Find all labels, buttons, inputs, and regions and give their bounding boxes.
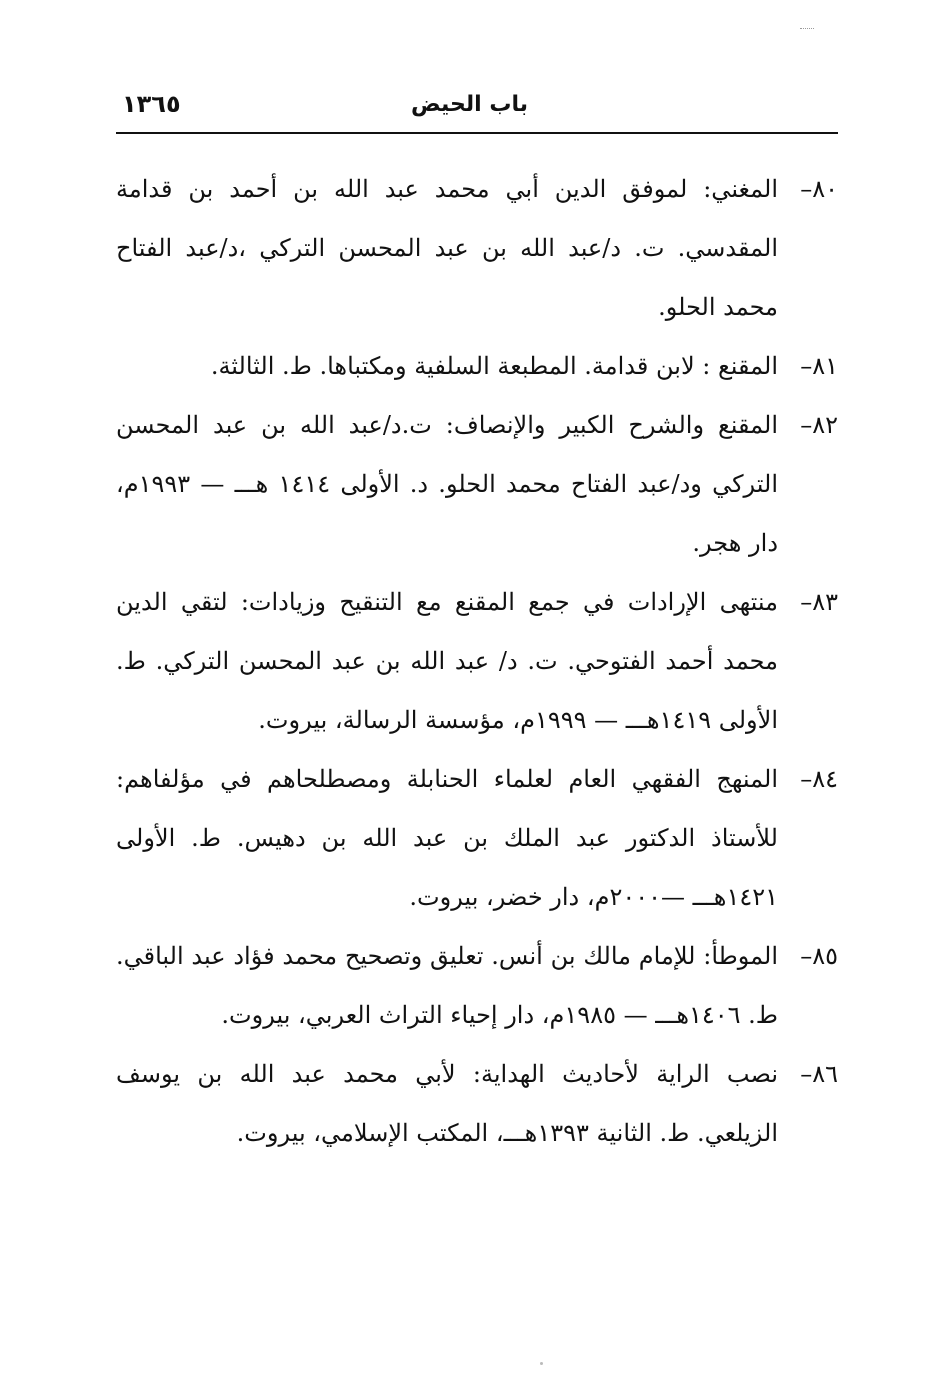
entry-number: ٨٣ – xyxy=(780,573,838,632)
entry-text: المغني: لموفق الدين أبي محمد عبد الله بن أحمد بن قدامة المقدسي. ت. د/عبد الله بن عبد المحسن التركي ،د/عبد الفتاح محمد الحلو. xyxy=(116,175,778,321)
entry-text: المقنع والشرح الكبير والإنصاف: ت.د/عبد الله بن عبد المحسن التركي ود/عبد الفتاح محمد الحلو. د. الأولى ١٤١٤ هـــ — ١٩٩٣م، دار هجر. xyxy=(116,411,778,557)
entry-number: ٨٢ – xyxy=(780,396,838,455)
bibliography-entry-82 xyxy=(116,396,838,573)
entry-number: ٨٦ – xyxy=(780,1045,838,1104)
page-number: ١٣٦٥ xyxy=(122,90,181,118)
entry-number: ٨٤ – xyxy=(780,750,838,809)
bibliography-entry-86 xyxy=(116,1045,838,1163)
entry-number: ٨٥ – xyxy=(780,927,838,986)
bibliography-entry-84 xyxy=(116,750,838,927)
page-speck xyxy=(800,28,814,30)
entry-number: ٨١ – xyxy=(780,337,838,396)
bibliography-entry-80 xyxy=(116,160,838,337)
page-header xyxy=(116,88,838,134)
bibliography-entry-85 xyxy=(116,927,838,1045)
entry-text: المنهج الفقهي العام لعلماء الحنابلة ومصطلحاهم في مؤلفاهم: للأستاذ الدكتور عبد الملك بن عبد الله بن دهيس. ط. الأولى ١٤٢١هـــ —٢٠٠٠م، دار خضر، بيروت. xyxy=(116,765,778,911)
entry-text: المقنع : لابن قدامة. المطبعة السلفية ومكتباها. ط. الثالثة. xyxy=(210,352,778,380)
entry-text: الموطأ: للإمام مالك بن أنس. تعليق وتصحيح محمد فؤاد عبد الباقي. ط. ١٤٠٦هـــ — ١٩٨٥م، دار إحياء التراث العربي، بيروت. xyxy=(116,942,778,1029)
entry-text: نصب الراية لأحاديث الهداية: لأبي محمد عبد الله بن يوسف الزيلعي. ط. الثانية ١٣٩٣هـــ، المكتب الإسلامي، بيروت. xyxy=(116,1060,778,1147)
section-title: باب الحيض xyxy=(411,92,528,117)
page-speck xyxy=(540,1362,543,1365)
entry-number: ٨٠ – xyxy=(780,160,838,219)
entry-text: منتهى الإرادات في جمع المقنع مع التنقيح وزيادات: لتقي الدين محمد أحمد الفتوحي. ت. د/ عبد الله بن عبد المحسن التركي. ط. الأولى ١٤١٩هـــ — ١٩٩٩م، مؤسسة الرسالة، بيروت. xyxy=(116,588,778,734)
bibliography-list xyxy=(116,160,838,1163)
bibliography-entry-81 xyxy=(116,337,838,396)
bibliography-entry-83 xyxy=(116,573,838,750)
